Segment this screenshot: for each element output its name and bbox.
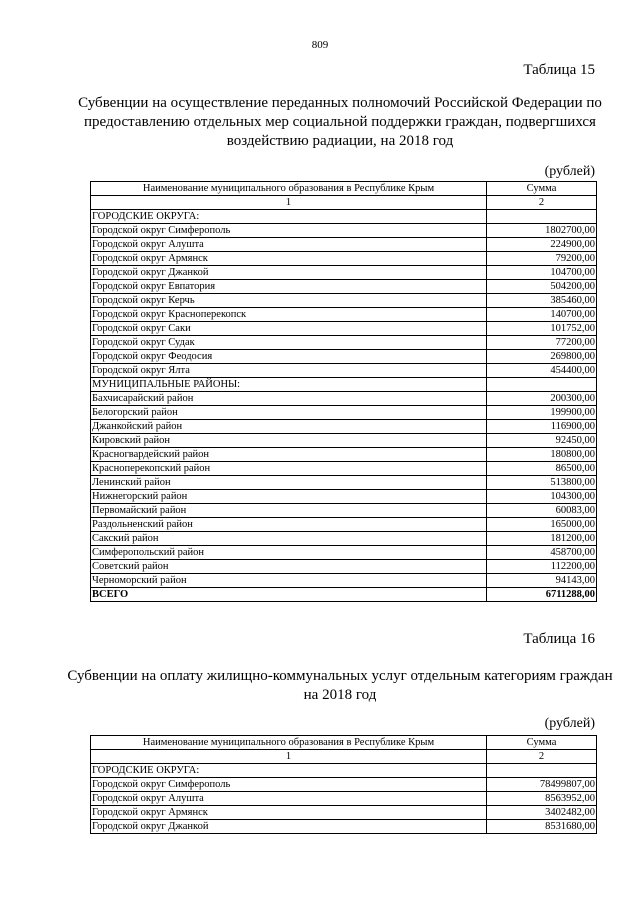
table-row: [91, 490, 597, 504]
row-name-cell: Городской округ Саки: [91, 322, 487, 336]
row-name-cell: Городской округ Армянск: [91, 806, 487, 820]
table-15-label: Таблица 15: [523, 62, 595, 78]
row-amount-cell: 385460,00: [487, 294, 597, 308]
total-label: ВСЕГО: [91, 588, 487, 602]
column-number: 1: [91, 196, 487, 210]
row-name-cell: Городской округ Джанкой: [91, 820, 487, 834]
row-name-cell: Городской округ Евпатория: [91, 280, 487, 294]
row-name-cell: Красногвардейский район: [91, 448, 487, 462]
table-row: [91, 806, 597, 820]
table-row: [91, 252, 597, 266]
total-amount: 6711288,00: [487, 588, 597, 602]
row-name-cell: Красноперекопский район: [91, 462, 487, 476]
row-amount-cell: 1802700,00: [487, 224, 597, 238]
row-amount-cell: 104300,00: [487, 490, 597, 504]
table-15-units: (рублей): [544, 164, 595, 179]
row-amount-cell: [487, 378, 597, 392]
row-name-cell: Сакский район: [91, 532, 487, 546]
table-row: [91, 560, 597, 574]
row-name-cell: Городской округ Симферополь: [91, 778, 487, 792]
row-amount-cell: 181200,00: [487, 532, 597, 546]
table-header-row: [91, 182, 597, 196]
table-row: [91, 308, 597, 322]
row-amount-cell: [487, 764, 597, 778]
table-header-row: [91, 736, 597, 750]
table-row: [91, 574, 597, 588]
row-amount-cell: 94143,00: [487, 574, 597, 588]
table-row: [91, 434, 597, 448]
table-row: [91, 518, 597, 532]
row-amount-cell: 513800,00: [487, 476, 597, 490]
table-row: [91, 392, 597, 406]
row-amount-cell: 3402482,00: [487, 806, 597, 820]
table-row: [91, 378, 597, 392]
column-number-row: [91, 196, 597, 210]
row-amount-cell: 140700,00: [487, 308, 597, 322]
row-name-cell: Нижнегорский район: [91, 490, 487, 504]
row-name-cell: Белогорский район: [91, 406, 487, 420]
row-name-cell: Городской округ Алушта: [91, 792, 487, 806]
row-amount-cell: 112200,00: [487, 560, 597, 574]
row-name-cell: Городской округ Керчь: [91, 294, 487, 308]
row-amount-cell: 458700,00: [487, 546, 597, 560]
row-amount-cell: 269800,00: [487, 350, 597, 364]
column-header-amount: Сумма: [487, 182, 597, 196]
row-amount-cell: 199900,00: [487, 406, 597, 420]
table-row: [91, 210, 597, 224]
row-amount-cell: 78499807,00: [487, 778, 597, 792]
table-row: [91, 764, 597, 778]
table-16-label: Таблица 16: [523, 631, 595, 647]
table-16-units: (рублей): [544, 716, 595, 731]
table-row: [91, 350, 597, 364]
row-name-cell: Городской округ Красноперекопск: [91, 308, 487, 322]
row-name-cell: МУНИЦИПАЛЬНЫЕ РАЙОНЫ:: [91, 378, 487, 392]
table-row: [91, 322, 597, 336]
table-row: [91, 448, 597, 462]
table-row: [91, 294, 597, 308]
row-name-cell: Первомайский район: [91, 504, 487, 518]
row-name-cell: Городской округ Ялта: [91, 364, 487, 378]
column-number: 2: [487, 750, 597, 764]
table-row: [91, 820, 597, 834]
row-name-cell: Черноморский район: [91, 574, 487, 588]
row-name-cell: Симферопольский район: [91, 546, 487, 560]
row-amount-cell: 8563952,00: [487, 792, 597, 806]
page-number: 809: [311, 39, 329, 51]
table-row: [91, 476, 597, 490]
column-header-name: Наименование муниципального образования в Республике Крым: [91, 182, 487, 196]
table-row: [91, 792, 597, 806]
row-amount-cell: 200300,00: [487, 392, 597, 406]
row-amount-cell: 86500,00: [487, 462, 597, 476]
table-row: [91, 266, 597, 280]
row-name-cell: Городской округ Армянск: [91, 252, 487, 266]
table-16: [90, 735, 597, 834]
row-name-cell: Городской округ Симферополь: [91, 224, 487, 238]
row-amount-cell: 104700,00: [487, 266, 597, 280]
row-amount-cell: 224900,00: [487, 238, 597, 252]
table-row: [91, 238, 597, 252]
row-amount-cell: 77200,00: [487, 336, 597, 350]
row-amount-cell: 504200,00: [487, 280, 597, 294]
column-header-amount: Сумма: [487, 736, 597, 750]
column-header-name: Наименование муниципального образования в Республике Крым: [91, 736, 487, 750]
table-15: [90, 181, 597, 602]
column-number-row: [91, 750, 597, 764]
column-number: 1: [91, 750, 487, 764]
table-row: [91, 546, 597, 560]
row-name-cell: Кировский район: [91, 434, 487, 448]
table-row: [91, 778, 597, 792]
table-row: [91, 364, 597, 378]
row-name-cell: Городской округ Алушта: [91, 238, 487, 252]
row-name-cell: ГОРОДСКИЕ ОКРУГА:: [91, 764, 487, 778]
row-amount-cell: 180800,00: [487, 448, 597, 462]
row-amount-cell: 101752,00: [487, 322, 597, 336]
table-16-title: Субвенции на оплату жилищно-коммунальных услуг отдельным категориям граждан на 2018 год: [67, 668, 613, 703]
row-name-cell: Городской округ Джанкой: [91, 266, 487, 280]
row-name-cell: Бахчисарайский район: [91, 392, 487, 406]
row-amount-cell: 79200,00: [487, 252, 597, 266]
row-amount-cell: 116900,00: [487, 420, 597, 434]
table-row: [91, 224, 597, 238]
row-name-cell: Джанкойский район: [91, 420, 487, 434]
row-name-cell: Ленинский район: [91, 476, 487, 490]
table-row: [91, 336, 597, 350]
row-name-cell: Советский район: [91, 560, 487, 574]
table-row: [91, 420, 597, 434]
row-amount-cell: 454400,00: [487, 364, 597, 378]
row-name-cell: ГОРОДСКИЕ ОКРУГА:: [91, 210, 487, 224]
column-number: 2: [487, 196, 597, 210]
row-amount-cell: [487, 210, 597, 224]
row-name-cell: Раздольненский район: [91, 518, 487, 532]
table-row: [91, 462, 597, 476]
table-15-title: Субвенции на осуществление переданных полномочий Российской Федерации по предоставлению отдельных мер социальной поддержки граждан, подвергшихся воздействию радиации, на 2018 год: [78, 95, 602, 149]
table-row: [91, 504, 597, 518]
row-amount-cell: 165000,00: [487, 518, 597, 532]
row-amount-cell: 60083,00: [487, 504, 597, 518]
table-row: [91, 406, 597, 420]
row-name-cell: Городской округ Феодосия: [91, 350, 487, 364]
total-row: [91, 588, 597, 602]
table-row: [91, 532, 597, 546]
row-amount-cell: 92450,00: [487, 434, 597, 448]
table-row: [91, 280, 597, 294]
row-name-cell: Городской округ Судак: [91, 336, 487, 350]
row-amount-cell: 8531680,00: [487, 820, 597, 834]
